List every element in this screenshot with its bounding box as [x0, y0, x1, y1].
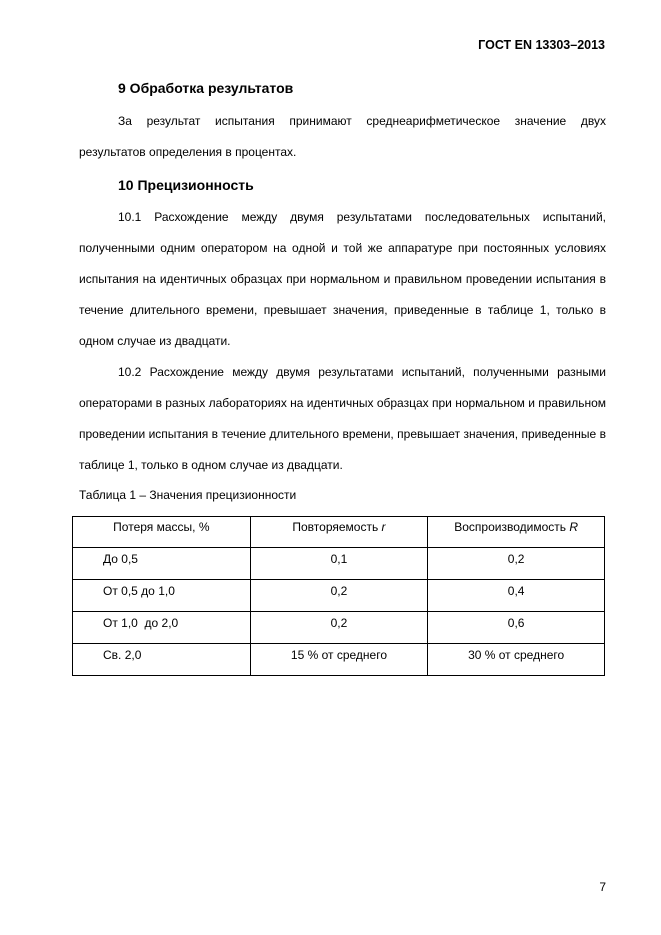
- cell-reproducibility: 0,4: [428, 580, 605, 612]
- paragraph-10-1: 10.1 Расхождение между двумя результатами последовательных испытаний, полученными одним оператором на одной и той же аппаратуре при постоянных условиях испытания на идентичных образцах при нормальном и правильном проведении испытания в течение длительного времени, превышает значения, приведенные в таблице 1, только в одном случае из двадцати.: [79, 210, 606, 348]
- section-9-text: За результат испытания принимают среднеарифметическое значение двух результатов определения в процентах.: [79, 114, 606, 159]
- cell-mass-loss: Св. 2,0: [73, 644, 251, 676]
- table-header-row: [73, 517, 605, 548]
- header-repeatability: [250, 517, 428, 548]
- header-reproducibility: [428, 517, 605, 548]
- table-row: [73, 644, 605, 676]
- document-header: ГОСТ EN 13303–2013: [478, 38, 605, 52]
- precision-table: [72, 516, 605, 676]
- cell-reproducibility: 0,6: [428, 612, 605, 644]
- cell-repeatability: 15 % от среднего: [250, 644, 428, 676]
- table-row: [73, 612, 605, 644]
- table-row: [73, 548, 605, 580]
- cell-mass-loss: От 0,5 до 1,0: [73, 580, 251, 612]
- cell-mass-loss: От 1,0 до 2,0: [73, 612, 251, 644]
- cell-reproducibility: 0,2: [428, 548, 605, 580]
- cell-repeatability: 0,2: [250, 580, 428, 612]
- header-repeatability-label: Повторяемость: [292, 520, 382, 534]
- header-reproducibility-label: Воспроизводимость: [454, 520, 570, 534]
- cell-repeatability: 0,1: [250, 548, 428, 580]
- paragraph-10-2: 10.2 Расхождение между двумя результатами испытаний, полученными разными операторами в разных лабораториях на идентичных образцах при нормальном и правильном проведении испытания в течение длительного времени, превышает значения, приведенные в таблице 1, только в одном случае из двадцати.: [79, 365, 606, 472]
- header-mass-loss: Потеря массы, %: [73, 517, 251, 548]
- header-repeatability-symbol: r: [381, 520, 386, 534]
- table-row: [73, 580, 605, 612]
- cell-mass-loss: До 0,5: [73, 548, 251, 580]
- header-reproducibility-symbol: R: [569, 520, 579, 534]
- cell-reproducibility: 30 % от среднего: [428, 644, 605, 676]
- table-caption: Таблица 1 – Значения прецизионности: [79, 488, 297, 502]
- cell-repeatability: 0,2: [250, 612, 428, 644]
- page-number: 7: [599, 880, 606, 894]
- section-9-heading: 9 Обработка результатов: [118, 80, 294, 96]
- section-10-heading: 10 Прецизионность: [118, 177, 254, 193]
